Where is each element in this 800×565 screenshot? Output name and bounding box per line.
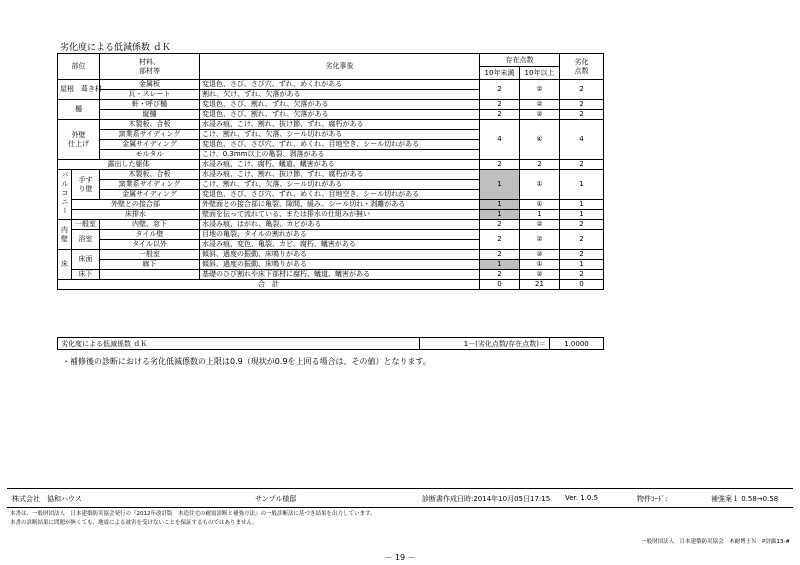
points-cell: 2 (560, 160, 604, 170)
table-row (58, 220, 604, 230)
table-row (58, 210, 604, 220)
header-material: 材料、 部材等 (100, 54, 200, 80)
table-row (58, 230, 604, 240)
points-cell: 2 (560, 80, 604, 100)
under-cell: 2 (480, 160, 520, 170)
material-cell: 窯業系サイディング (100, 130, 200, 140)
header-part: 部位 (58, 54, 100, 80)
material-cell: 内壁、窓下 (100, 220, 200, 230)
total-label: 合 計 (58, 280, 480, 290)
over-cell: ① (520, 170, 560, 200)
table-row (58, 200, 604, 210)
over-cell: ② (520, 230, 560, 250)
event-cell: 水浸み痕、こけ、割れ、抜け節、ずれ、腐朽がある (200, 120, 480, 130)
event-cell: 外壁面との接合部に亀裂、隙間、緩み、シール切れ・剥離がある (200, 200, 480, 210)
over-cell: ② (520, 250, 560, 260)
material-cell: 軒・呼び樋 (100, 100, 200, 110)
organization-credit: 一般財団法人 日本建築防災協会 木耐博士Ｎ P評価13-# (641, 539, 790, 545)
summary-formula: 1－(劣化点数/存在点数)＝ (420, 338, 550, 350)
under-cell: 2 (480, 250, 520, 260)
material-cell: 金属板 (100, 80, 200, 90)
event-cell: 基礎のひび割れや床下部材に腐朽、蟻道、蟻害がある (200, 270, 480, 280)
group-gutter: 樋 (58, 100, 100, 120)
event-cell: 水浸み痕、こけ、割れ、抜け節、ずれ、腐朽がある (200, 170, 480, 180)
table-row (58, 160, 604, 170)
over-cell: ② (520, 270, 560, 280)
table-row (58, 110, 604, 120)
under-cell: 2 (480, 80, 520, 100)
footer-bar (7, 488, 793, 508)
group-wall: 外壁 仕上げ (58, 120, 100, 160)
event-cell: こけ、割れ、ずれ、欠落、シール切れがある (200, 130, 480, 140)
event-cell: 傾斜、過度の振動、床鳴りがある (200, 250, 480, 260)
total-points: 0 (560, 280, 604, 290)
material-cell: 床排水 (72, 210, 200, 220)
points-cell: 1 (560, 210, 604, 220)
event-cell: こけ、割れ、ずれ、欠落、シール切れがある (200, 180, 480, 190)
footer-property: サンプル様邸 (255, 495, 297, 503)
summary-label: 劣化度による低減係数 ｄＫ (58, 338, 420, 350)
table-row (58, 100, 604, 110)
material-cell: 窯業系サイディング (100, 180, 200, 190)
table-row (58, 270, 604, 280)
header-event: 劣化事象 (200, 54, 480, 80)
material-cell: 木製板、合板 (100, 120, 200, 130)
group-roof: 屋根 葺き材 (58, 80, 100, 100)
material-cell: モルタル (100, 150, 200, 160)
header-existence: 存在点数 (480, 54, 560, 67)
under-cell: 1 (480, 170, 520, 200)
points-cell: 1 (560, 260, 604, 270)
footer-company: 株式会社 協和ハウス (12, 495, 82, 503)
under-cell: 1 (480, 260, 520, 270)
footer-date: 診断書作成日時:2014年10月05日17:15 (422, 495, 551, 503)
note-text: ・補修後の診断における劣化低減係数の上限は0.9（現状が0.9を上回る場合は、その値）となります。 (62, 357, 431, 366)
under-cell: 2 (480, 270, 520, 280)
event-cell: 目地の亀裂、タイルの割れがある (200, 230, 480, 240)
header-over10: 10年以上 (520, 67, 560, 80)
event-cell: 壁面を伝って流れている、または排水の仕組みが無い (200, 210, 480, 220)
event-cell: 水浸み痕、こけ、腐朽、蟻道、蟻害がある (200, 160, 480, 170)
material-cell: 一般室 (100, 250, 200, 260)
event-cell: 変退色、さび、さび穴、ずれ、めくれがある (200, 80, 480, 90)
header-deg-points: 劣化 点数 (560, 54, 604, 80)
over-cell: 2 (520, 160, 560, 170)
over-cell: ② (520, 110, 560, 120)
group-balcony: バルコニー (58, 170, 72, 220)
degradation-table (57, 53, 604, 290)
points-cell: 2 (560, 100, 604, 110)
event-cell: 水浸み痕、はがれ、亀裂、カビがある (200, 220, 480, 230)
over-cell: ① (520, 200, 560, 210)
group-railing: 手す り壁 (72, 170, 100, 200)
over-cell: ② (520, 100, 560, 110)
event-cell: 変退色、さび、さび穴、ずれ、めくれ、目地空き、シール切れがある (200, 140, 480, 150)
points-cell: 4 (560, 120, 604, 160)
group-floor-surface: 床面 (72, 250, 100, 270)
over-cell: ② (520, 80, 560, 100)
points-cell: 1 (560, 200, 604, 210)
material-cell: タイル以外 (100, 240, 200, 250)
event-cell: 割れ、欠け、ずれ、欠落がある (200, 90, 480, 100)
page-title: 劣化度による低減係数 ｄＫ (60, 43, 171, 53)
event-cell: 変退色、さび、割れ、ずれ、欠落がある (200, 110, 480, 120)
table-row (58, 170, 604, 180)
header-under10: 10年未満 (480, 67, 520, 80)
under-cell: 4 (480, 120, 520, 160)
material-cell: タイル壁 (100, 230, 200, 240)
table-row (58, 260, 604, 270)
table-row (58, 250, 604, 260)
group-floor: 床 (58, 250, 72, 280)
disclaimer-line-2: 本書の診断結果に問題が無くても、地震による被害を受けないことを保証するものではありません。 (10, 520, 258, 526)
points-cell: 2 (560, 270, 604, 280)
under-cell: 2 (480, 110, 520, 120)
material-cell: 縦樋 (100, 110, 200, 120)
over-cell: ② (520, 220, 560, 230)
page-number: － 19 － (384, 553, 416, 562)
total-row (58, 280, 604, 290)
points-cell: 2 (560, 110, 604, 120)
material-cell: 木製板、合板 (100, 170, 200, 180)
material-cell: 金属サイディング (100, 140, 200, 150)
material-cell: 廊下 (100, 260, 200, 270)
total-under: 0 (480, 280, 520, 290)
event-cell: 傾斜、過度の振動、床鳴りがある (200, 260, 480, 270)
footer-result: 補強案１ 0.58→0.58 (711, 495, 779, 503)
under-cell: 1 (480, 210, 520, 220)
summary-value: 1.0000 (550, 338, 604, 350)
over-cell: ① (520, 260, 560, 270)
table-row (58, 80, 604, 90)
event-cell: 変退色、さび、割れ、ずれ、欠落がある (200, 100, 480, 110)
under-cell: 2 (480, 220, 520, 230)
under-cell: 2 (480, 100, 520, 110)
over-cell: ④ (520, 120, 560, 160)
material-cell: 床下 (72, 270, 100, 280)
points-cell: 1 (560, 170, 604, 200)
total-over: 21 (520, 280, 560, 290)
footer-version: Ver. 1.0.5 (565, 494, 599, 502)
points-cell: 2 (560, 220, 604, 230)
event-cell: 変退色、さび、さび穴、ずれ、めくれ、目地空き、シール切れがある (200, 190, 480, 200)
material-cell: 金属サイディング (100, 190, 200, 200)
over-cell: 1 (520, 210, 560, 220)
under-cell: 1 (480, 200, 520, 210)
material-cell: 外壁との接合部 (72, 200, 200, 210)
points-cell: 2 (560, 230, 604, 250)
points-cell: 2 (560, 250, 604, 260)
group-interior: 内 壁 (58, 220, 72, 250)
material-cell: 瓦・スレート (100, 90, 200, 100)
room-general: 一般室 (72, 220, 100, 230)
table-row (58, 120, 604, 130)
event-cell: こけ、0.3mm以上の亀裂、剥落がある (200, 150, 480, 160)
summary-table (57, 337, 604, 350)
material-cell: 露出した躯体 (58, 160, 200, 170)
event-cell: 水浸み痕、変色、亀裂、カビ、腐朽、蟻害がある (200, 240, 480, 250)
room-bath: 浴室 (72, 230, 100, 250)
disclaimer-line-1: 本書は、一般財団法人 日本建築防災協会発行の『2012年改訂版 木造住宅の耐震診断と補強方法』の一般診断法に基づき結果を出力しています。 (10, 511, 376, 517)
under-cell: 2 (480, 230, 520, 250)
footer-code: 物件ｺｰﾄﾞ: (637, 495, 668, 503)
